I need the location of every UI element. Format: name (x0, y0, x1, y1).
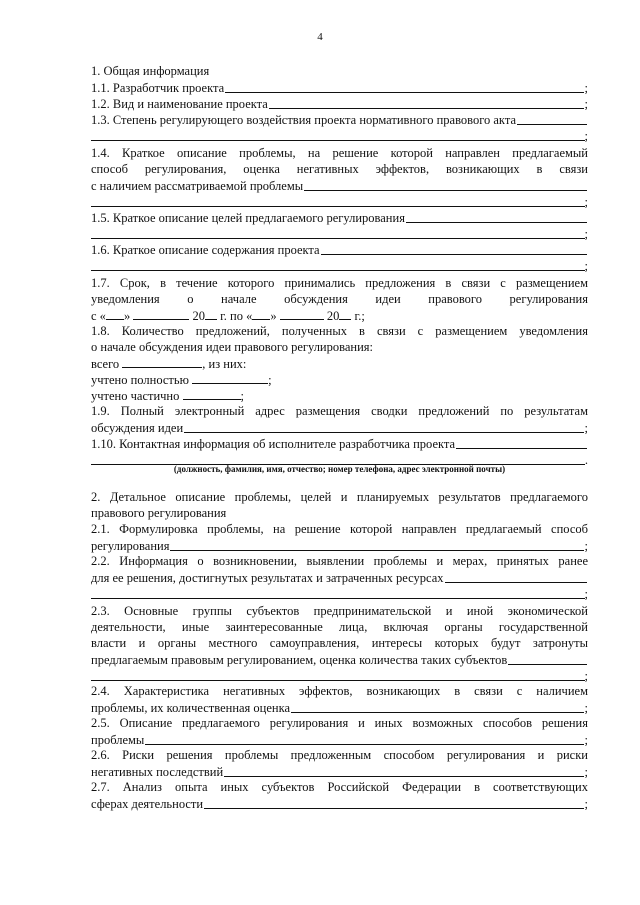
field-groups-line2[interactable] (91, 668, 588, 684)
semicolon: ; (584, 97, 588, 111)
semicolon: ; (584, 765, 588, 779)
field-formulation-blank[interactable] (170, 550, 583, 551)
section-2-title-line-1: 2. Детальное описание проблемы, целей и планируемых результатов предлагаемого (91, 490, 588, 504)
problem-line-1: 1.4. Краткое описание проблемы, на решение которой направлен предлагаемый (91, 146, 588, 160)
field-developer (91, 80, 588, 96)
field-impact-degree-label: 1.3. Степень регулирующего воздействия проекта нормативного правового акта (91, 113, 517, 127)
field-goals-line2[interactable] (91, 226, 588, 242)
field-contact (91, 436, 588, 452)
semicolon: ; (584, 701, 588, 715)
period: . (584, 453, 588, 467)
field-address-blank[interactable] (184, 432, 583, 433)
groups-line-2: деятельности, иные заинтересованные лица, включая органы государственной (91, 620, 588, 634)
field-content-blank[interactable] (321, 254, 587, 255)
field-content-label: 1.6. Краткое описание содержания проекта (91, 243, 320, 257)
term-line-1: 1.7. Срок, в течение которого принимались предложения в связи с размещением (91, 276, 588, 290)
date-to-day-blank[interactable] (252, 308, 270, 320)
total-suffix: , из них: (202, 357, 247, 371)
proposals-line-1: 1.8. Количество предложений, полученных в связи с размещением уведомления (91, 324, 588, 338)
semicolon: ; (584, 81, 588, 95)
field-negative (91, 700, 588, 716)
field-address (91, 420, 588, 436)
experience-line-2: сферах деятельности (91, 797, 204, 811)
groups-line-4: предлагаемым правовым регулированием, оценка количества таких субъектов (91, 653, 508, 667)
date-to-year-blank[interactable] (339, 308, 351, 320)
risks-line-2: негативных последствий (91, 765, 224, 779)
date-from-month-blank[interactable] (133, 308, 189, 320)
semicolon: ; (240, 389, 244, 403)
experience-line-1: 2.7. Анализ опыта иных субъектов Российской Федерации в соответствующих (91, 780, 588, 794)
term-dates (91, 308, 588, 324)
date-from-year-blank[interactable] (205, 308, 217, 320)
date-close-quote: » (123, 309, 131, 323)
proposals-partial (91, 388, 588, 404)
semicolon: ; (584, 669, 588, 683)
field-origin-line2[interactable] (91, 586, 588, 602)
section-2-title-line-2: правового регулирования (91, 506, 227, 520)
field-content (91, 242, 588, 258)
problem-line-2: способ регулирования, оценка негативных эффектов, возникающих в связи (91, 162, 588, 176)
semicolon: ; (584, 539, 588, 553)
description-line-2: проблемы (91, 733, 145, 747)
risks-line-1: 2.6. Риски решения проблемы предложенным способом регулирования и риски (91, 748, 588, 762)
field-content-line2[interactable] (91, 258, 588, 274)
field-problem-line2[interactable] (91, 194, 588, 210)
date-from-day-blank[interactable] (106, 308, 124, 320)
field-impact-degree-line2[interactable] (91, 128, 588, 144)
field-impact-degree-blank[interactable] (517, 124, 587, 125)
description-line-1: 2.5. Описание предлагаемого регулирования и иных возможных способов решения (91, 716, 588, 730)
semicolon: ; (584, 733, 588, 747)
field-origin-blank[interactable] (445, 582, 587, 583)
date-to-month-blank[interactable] (280, 308, 324, 320)
field-type-name-blank[interactable] (269, 108, 584, 109)
address-line-2: обсуждения идеи (91, 421, 184, 435)
total-blank[interactable] (122, 356, 202, 368)
groups-line-3: власти и органы местного самоуправления, интересы которых будут затронуты (91, 636, 588, 650)
field-type-name (91, 96, 588, 112)
date-year-prefix: 20 (192, 309, 205, 323)
field-problem (91, 178, 588, 194)
formulation-line-2: регулирования (91, 539, 170, 553)
semicolon: ; (584, 195, 588, 209)
field-type-name-label: 1.2. Вид и наименование проекта (91, 97, 268, 111)
field-experience (91, 796, 588, 812)
date-open-quote: с « (91, 309, 106, 323)
negative-line-2: проблемы, их количественная оценка (91, 701, 291, 715)
semicolon: ; (268, 373, 272, 387)
proposals-total (91, 356, 588, 372)
field-experience-blank[interactable] (204, 808, 583, 809)
date-year-suffix: г.; (354, 309, 365, 323)
field-goals-blank[interactable] (406, 222, 587, 223)
field-risks (91, 764, 588, 780)
field-description (91, 732, 588, 748)
semicolon: ; (584, 587, 588, 601)
field-developer-label: 1.1. Разработчик проекта (91, 81, 225, 95)
groups-line-1: 2.3. Основные группы субъектов предпринимательской и иной экономической (91, 604, 588, 618)
origin-line-1: 2.2. Информация о возникновении, выявлении проблемы и мерах, принятых ранее (91, 554, 588, 568)
total-label: всего (91, 357, 120, 371)
proposals-full (91, 372, 588, 388)
contact-caption: (должность, фамилия, имя, отчество; номер телефона, адрес электронной почты) (173, 464, 506, 474)
date-close-quote: » (270, 309, 277, 323)
field-groups (91, 652, 588, 668)
date-to-label: г. по « (220, 309, 253, 323)
field-risks-blank[interactable] (224, 776, 583, 777)
semicolon: ; (584, 797, 588, 811)
term-line-2: уведомления о начале обсуждения идеи правового регулирования (91, 292, 588, 306)
date-year-prefix: 20 (326, 309, 340, 323)
negative-line-1: 2.4. Характеристика негативных эффектов, возникающих в связи с наличием (91, 684, 588, 698)
partial-blank[interactable] (183, 388, 241, 400)
field-origin (91, 570, 588, 586)
origin-line-2: для ее решения, достигнутых результатах и затраченных ресурсах (91, 571, 444, 585)
proposals-line-2: о начале обсуждения идеи правового регулирования: (91, 340, 374, 354)
semicolon: ; (584, 227, 588, 241)
field-impact-degree (91, 112, 588, 128)
semicolon: ; (584, 129, 588, 143)
field-goals-label: 1.5. Краткое описание целей предлагаемого регулирования (91, 211, 405, 225)
problem-line-3: с наличием рассматриваемой проблемы (91, 179, 304, 193)
full-blank[interactable] (192, 372, 268, 384)
field-contact-label: 1.10. Контактная информация об исполнителе разработчика проекта (91, 437, 456, 451)
full-label: учтено полностью (91, 373, 189, 387)
field-groups-blank[interactable] (508, 664, 587, 665)
section-1-title: 1. Общая информация (91, 64, 210, 78)
formulation-line-1: 2.1. Формулировка проблемы, на решение которой направлен предлагаемый способ (91, 522, 588, 536)
field-problem-blank[interactable] (304, 190, 587, 191)
field-goals (91, 210, 588, 226)
semicolon: ; (584, 421, 588, 435)
semicolon: ; (584, 259, 588, 273)
page-number: 4 (317, 31, 323, 43)
partial-label: учтено частично (91, 389, 180, 403)
field-contact-blank[interactable] (456, 448, 587, 449)
field-negative-blank[interactable] (291, 712, 583, 713)
field-formulation (91, 538, 588, 554)
address-line-1: 1.9. Полный электронный адрес размещения сводки предложений по результатам (91, 404, 588, 418)
field-developer-blank[interactable] (225, 92, 583, 93)
field-description-blank[interactable] (145, 744, 583, 745)
